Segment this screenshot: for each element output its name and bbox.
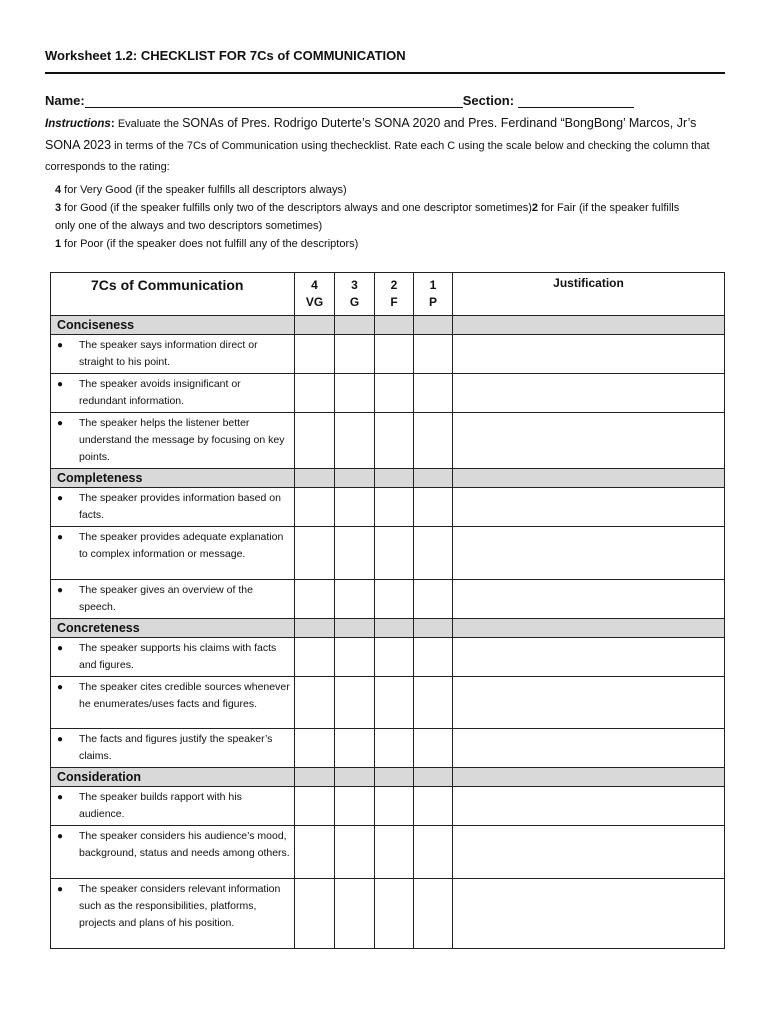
section-blank-cell: [453, 768, 725, 787]
section-blank-cell: [375, 316, 414, 335]
rating-4-cell[interactable]: [295, 677, 335, 729]
instructions-text-b: SONAs of Pres. Rodrigo Duterte’s SONA 2020 and Pres. Ferdinand “BongBong’ Marcos, Jr’s SONA 2023: [45, 116, 697, 152]
bullet-icon: ●: [57, 379, 64, 390]
descriptor-row: [51, 826, 725, 879]
descriptor-row: [51, 335, 725, 374]
section-field[interactable]: [518, 94, 634, 108]
worksheet-title: Worksheet 1.2: CHECKLIST FOR 7Cs of COMMUNICATION: [45, 48, 406, 63]
justification-cell[interactable]: [453, 580, 725, 619]
rating-2-cell[interactable]: [375, 488, 414, 527]
instructions-text-c: in terms of the 7Cs of Communication using thechecklist. Rate each C using the scale below and checking the column that corresponds to the rating:: [45, 140, 710, 173]
bullet-icon: ●: [57, 532, 64, 543]
rating-scale: [55, 181, 695, 253]
descriptor-text: The facts and figures justify the speaker’s claims.: [79, 733, 273, 762]
instructions-text-a: Evaluate the: [117, 118, 183, 130]
bullet-icon: ●: [57, 643, 64, 654]
section-blank-cell: [453, 316, 725, 335]
justification-cell[interactable]: [453, 638, 725, 677]
descriptor-row: [51, 488, 725, 527]
descriptor-cell: [51, 335, 295, 374]
rating-3-cell[interactable]: [335, 729, 375, 768]
section-blank-cell: [375, 619, 414, 638]
rating-4-cell[interactable]: [295, 580, 335, 619]
descriptor-row: [51, 787, 725, 826]
section-name: Completeness: [51, 469, 295, 488]
instructions-paragraph: Instructions: Evaluate the SONAs of Pres. Rodrigo Duterte’s SONA 2020 and Pres. Ferdinand “BongBong’ Marcos, Jr’s SONA 2023 in terms of the 7Cs of Communication using thechecklist. Rate each C using the scale below and checking the column that corresponds to the rating:: [45, 116, 710, 173]
rating-2-cell[interactable]: [375, 413, 414, 469]
descriptor-cell: [51, 729, 295, 768]
scale-num: 1: [55, 238, 62, 250]
justification-cell[interactable]: [453, 677, 725, 729]
title-divider: [45, 72, 725, 74]
descriptor-cell: [51, 488, 295, 527]
bullet-icon: ●: [57, 682, 64, 693]
descriptor-row: [51, 729, 725, 768]
scale-text: for Fair (if the speaker fulfills only one of the always and two descriptors sometimes): [55, 202, 680, 232]
header-3-g: 3 G: [335, 273, 375, 316]
section-row: [51, 469, 725, 488]
rating-4-cell[interactable]: [295, 413, 335, 469]
bullet-icon: ●: [57, 831, 64, 842]
descriptor-row: [51, 677, 725, 729]
rating-1-cell[interactable]: [414, 335, 453, 374]
justification-cell[interactable]: [453, 488, 725, 527]
section-row: [51, 316, 725, 335]
descriptor-cell: [51, 638, 295, 677]
section-blank-cell: [375, 768, 414, 787]
section-blank-cell: [335, 316, 375, 335]
scale-num: 2: [531, 202, 539, 214]
justification-cell[interactable]: [453, 335, 725, 374]
descriptor-text: The speaker provides adequate explanation to complex information or message.: [79, 531, 284, 560]
descriptor-text: The speaker says information direct or straight to his point.: [79, 339, 258, 368]
descriptor-row: [51, 413, 725, 469]
scale-text: for Good (if the speaker fulfills only two of the descriptors always and one descriptor sometimes): [61, 202, 532, 214]
rating-2-cell[interactable]: [375, 335, 414, 374]
rating-4-cell[interactable]: [295, 488, 335, 527]
table-header-row: [51, 273, 725, 316]
checklist-table: [50, 272, 725, 949]
section-blank-cell: [335, 619, 375, 638]
rating-2-cell[interactable]: [375, 527, 414, 580]
bullet-icon: ●: [57, 792, 64, 803]
bullet-icon: ●: [57, 418, 64, 429]
header-7cs: 7Cs of Communication: [51, 273, 295, 316]
descriptor-text: The speaker helps the listener better understand the message by focusing on key points.: [79, 417, 285, 463]
header-justification: Justification: [453, 273, 725, 316]
descriptor-text: The speaker gives an overview of the speech.: [79, 584, 253, 613]
rating-2-cell[interactable]: [375, 638, 414, 677]
section-row: [51, 619, 725, 638]
table-body: [51, 316, 725, 949]
bullet-icon: ●: [57, 884, 64, 895]
rating-1-cell[interactable]: [414, 413, 453, 469]
section-blank-cell: [414, 316, 453, 335]
rating-4-cell[interactable]: [295, 879, 335, 949]
descriptor-cell: [51, 413, 295, 469]
scale-text: for Poor (if the speaker does not fulfill any of the descriptors): [61, 238, 359, 250]
rating-4-cell[interactable]: [295, 374, 335, 413]
header-1-p: 1 P: [414, 273, 453, 316]
rating-1-cell[interactable]: [414, 879, 453, 949]
descriptor-cell: [51, 787, 295, 826]
scale-text: for Very Good (if the speaker fulfills all descriptors always): [61, 184, 347, 196]
scale-num: 4: [55, 184, 62, 196]
justification-cell[interactable]: [453, 413, 725, 469]
rating-3-cell[interactable]: [335, 488, 375, 527]
rating-1-cell[interactable]: [414, 527, 453, 580]
section-blank-cell: [414, 768, 453, 787]
section-blank-cell: [453, 619, 725, 638]
rating-3-cell[interactable]: [335, 580, 375, 619]
section-blank-cell: [295, 316, 335, 335]
rating-2-cell[interactable]: [375, 374, 414, 413]
section-name: Consideration: [51, 768, 295, 787]
section-blank-cell: [414, 469, 453, 488]
rating-2-cell[interactable]: [375, 729, 414, 768]
rating-4-cell[interactable]: [295, 527, 335, 580]
bullet-icon: ●: [57, 493, 64, 504]
section-name: Conciseness: [51, 316, 295, 335]
rating-2-cell[interactable]: [375, 787, 414, 826]
section-blank-cell: [375, 469, 414, 488]
justification-cell[interactable]: [453, 787, 725, 826]
section-blank-cell: [295, 619, 335, 638]
descriptor-row: [51, 527, 725, 580]
header-4-vg: 4 VG: [295, 273, 335, 316]
rating-3-cell[interactable]: [335, 787, 375, 826]
name-field[interactable]: [85, 94, 463, 108]
rating-4-cell[interactable]: [295, 335, 335, 374]
section-name: Concreteness: [51, 619, 295, 638]
instructions-label: Instructions: [45, 118, 111, 130]
justification-cell[interactable]: [453, 374, 725, 413]
justification-cell[interactable]: [453, 527, 725, 580]
rating-1-cell[interactable]: [414, 787, 453, 826]
descriptor-row: [51, 374, 725, 413]
section-blank-cell: [335, 768, 375, 787]
rating-4-cell[interactable]: [295, 729, 335, 768]
rating-2-cell[interactable]: [375, 580, 414, 619]
descriptor-text: The speaker supports his claims with facts and figures.: [79, 642, 277, 671]
descriptor-cell: [51, 527, 295, 580]
rating-1-cell[interactable]: [414, 488, 453, 527]
descriptor-row: [51, 580, 725, 619]
rating-4-cell[interactable]: [295, 787, 335, 826]
descriptor-text: The speaker considers his audience’s mood, background, status and needs among others.: [79, 830, 290, 859]
rating-1-cell[interactable]: [414, 374, 453, 413]
rating-3-cell[interactable]: [335, 335, 375, 374]
bullet-icon: ●: [57, 585, 64, 596]
rating-3-cell[interactable]: [335, 677, 375, 729]
rating-3-cell[interactable]: [335, 374, 375, 413]
section-blank-cell: [453, 469, 725, 488]
header-2-f: 2 F: [375, 273, 414, 316]
rating-3-cell[interactable]: [335, 638, 375, 677]
descriptor-text: The speaker considers relevant information such as the responsibilities, platforms, projects and plans of his position.: [79, 883, 281, 929]
descriptor-cell: [51, 677, 295, 729]
section-label: Section:: [462, 93, 515, 108]
rating-1-cell[interactable]: [414, 826, 453, 879]
descriptor-text: The speaker provides information based on facts.: [79, 492, 281, 521]
justification-cell[interactable]: [453, 826, 725, 879]
descriptor-text: The speaker avoids insignificant or redundant information.: [79, 378, 241, 407]
section-blank-cell: [414, 619, 453, 638]
descriptor-cell: [51, 374, 295, 413]
rating-3-cell[interactable]: [335, 879, 375, 949]
descriptor-text: The speaker cites credible sources whenever he enumerates/uses facts and figures.: [79, 681, 290, 710]
rating-3-cell[interactable]: [335, 413, 375, 469]
rating-1-cell[interactable]: [414, 580, 453, 619]
section-blank-cell: [295, 469, 335, 488]
section-row: [51, 768, 725, 787]
rating-3-cell[interactable]: [335, 527, 375, 580]
justification-cell[interactable]: [453, 879, 725, 949]
descriptor-cell: [51, 826, 295, 879]
name-section-line: [45, 93, 634, 108]
name-label: Name:: [45, 93, 85, 108]
descriptor-text: The speaker builds rapport with his audience.: [79, 791, 242, 820]
descriptor-cell: [51, 879, 295, 949]
bullet-icon: ●: [57, 734, 64, 745]
rating-3-cell[interactable]: [335, 826, 375, 879]
descriptor-row: [51, 879, 725, 949]
rating-4-cell[interactable]: [295, 826, 335, 879]
descriptor-row: [51, 638, 725, 677]
scale-num: 3: [55, 202, 62, 214]
rating-2-cell[interactable]: [375, 879, 414, 949]
rating-2-cell[interactable]: [375, 677, 414, 729]
rating-2-cell[interactable]: [375, 826, 414, 879]
bullet-icon: ●: [57, 340, 64, 351]
justification-cell[interactable]: [453, 729, 725, 768]
rating-1-cell[interactable]: [414, 638, 453, 677]
section-blank-cell: [335, 469, 375, 488]
rating-1-cell[interactable]: [414, 677, 453, 729]
section-blank-cell: [295, 768, 335, 787]
descriptor-cell: [51, 580, 295, 619]
rating-1-cell[interactable]: [414, 729, 453, 768]
rating-4-cell[interactable]: [295, 638, 335, 677]
